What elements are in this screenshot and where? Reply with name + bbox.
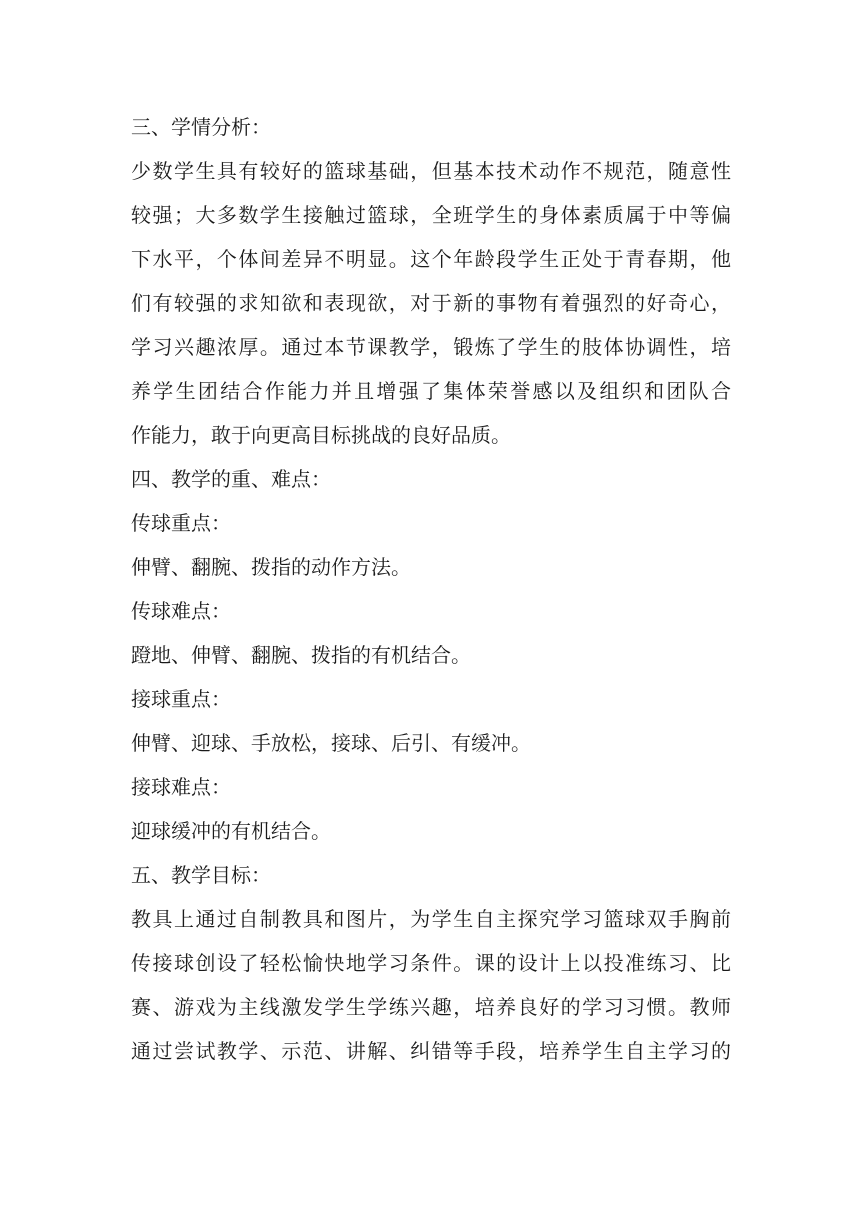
subheading: 传球难点：	[131, 599, 231, 623]
paragraph-line: 蹬地、伸臂、翻腕、拨指的有机结合。	[131, 643, 471, 667]
paragraph-line: 迎球缓冲的有机结合。	[131, 819, 331, 843]
paragraph-line: 们有较强的求知欲和表现欲，对于新的事物有着强烈的好奇心，	[131, 291, 731, 315]
subheading: 传球重点：	[131, 511, 231, 535]
subheading: 接球难点：	[131, 775, 231, 799]
paragraph-line: 教具上通过自制教具和图片，为学生自主探究学习篮球双手胸前	[131, 907, 731, 931]
paragraph-line: 伸臂、翻腕、拨指的动作方法。	[131, 555, 411, 579]
section-heading: 四、教学的重、难点：	[131, 467, 331, 491]
paragraph-line: 传接球创设了轻松愉快地学习条件。课的设计上以投准练习、比	[131, 951, 731, 975]
paragraph-line: 下水平，个体间差异不明显。这个年龄段学生正处于青春期，他	[131, 247, 731, 271]
section-heading: 三、学情分析：	[131, 115, 271, 139]
document-page	[131, 111, 731, 1079]
paragraph-line: 较强；大多数学生接触过篮球，全班学生的身体素质属于中等偏	[131, 203, 731, 227]
paragraph-line: 通过尝试教学、示范、讲解、纠错等手段，培养学生自主学习的	[131, 1039, 731, 1063]
paragraph-line: 养学生团结合作能力并且增强了集体荣誉感以及组织和团队合	[131, 379, 731, 403]
paragraph-line: 少数学生具有较好的篮球基础，但基本技术动作不规范，随意性	[131, 159, 731, 183]
paragraph-line: 赛、游戏为主线激发学生学练兴趣，培养良好的学习习惯。教师	[131, 995, 731, 1019]
paragraph-line: 伸臂、迎球、手放松，接球、后引、有缓冲。	[131, 731, 531, 755]
section-heading: 五、教学目标：	[131, 863, 271, 887]
subheading: 接球重点：	[131, 687, 231, 711]
paragraph-line: 作能力，敢于向更高目标挑战的良好品质。	[131, 423, 511, 447]
paragraph-line: 学习兴趣浓厚。通过本节课教学，锻炼了学生的肢体协调性，培	[131, 335, 731, 359]
